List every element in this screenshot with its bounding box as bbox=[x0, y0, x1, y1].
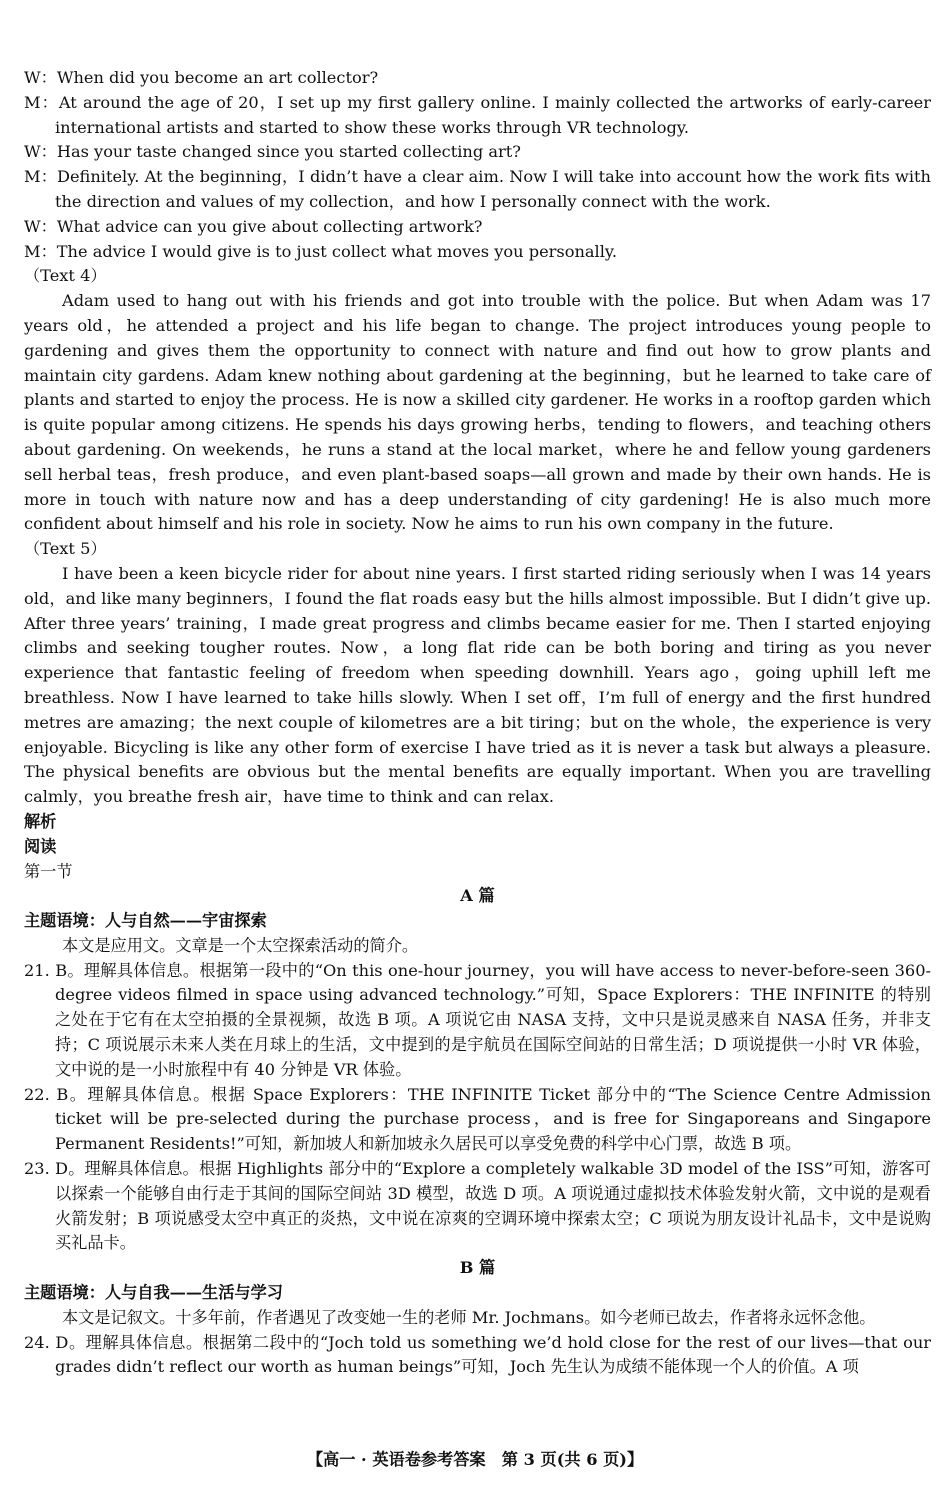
text-line: 21. B。理解具体信息。根据第一段中的“On this one-hour journey，you will have access to never-before-seen 360-degree videos filmed in space using advanced technology.”可知，Space Explorers：THE INFINITE 的特别之处在于它有在太空拍摄的全景视频，故选 B 项。A 项说它由 NASA 支持，文中只是说灵感来自 NASA 任务，并非支持；C 项说展示未来人类在月球上的生活，文中提到的是宇航员在国际空间站的日常生活；D 项说提供一小时 VR 体验，文中说的是一小时旅程中有 40 分钟是 VR 体验。 bbox=[24, 960, 931, 1079]
text-line: 23. D。理解具体信息。根据 Highlights 部分中的“Explore a completely walkable 3D model of the ISS”可知，游客可以探索一个能够自由行走于其间的国际空间站 3D 模型，故选 D 项。A 项说通过虚拟技术体验发射火箭，文中说的是观看火箭发射；B 项说感受太空中真正的炎热，文中说在凉爽的空调环境中探索太空；C 项说为朋友设计礼品卡，文中是说购买礼品卡。 bbox=[24, 1159, 931, 1253]
text-line: M：Definitely. At the beginning，I didn’t have a clear aim. Now I will take into account how the work fits with the direction and values of my collection，and how I personally connect with the work. bbox=[24, 167, 931, 211]
text-line: W：Has your taste changed since you started collecting art? bbox=[24, 142, 521, 162]
text-line: 解析 bbox=[24, 811, 57, 831]
text-line: Adam used to hang out with his friends and got into trouble with the police. But when Adam was 17 years old，he attended a project and his life began to change. The project introduces young people to gardening and gives them the opportunity to connect with nature and find out how to grow plants and maintain city gardens. Adam knew nothing about gardening at the beginning，but he learned to take care of plants and started to enjoy the process. He is now a skilled city gardener. He works in a rooftop garden which is quite popular among citizens. He spends his days growing herbs，tending to flowers，and teaching others about gardening. On weekends，he runs a stand at the local market，where he and fellow young gardeners sell herbal teas，fresh produce，and even plant-based soaps—all grown and made by their own hands. He is more in touch with nature now and has a deep understanding of city gardening! He is also much more confident about himself and his role in society. Now he aims to run his own company in the future. bbox=[24, 291, 931, 534]
text-line: （Text 4） bbox=[24, 266, 107, 286]
text-line: 本文是应用文。文章是一个太空探索活动的简介。 bbox=[62, 935, 419, 955]
text-line: I have been a keen bicycle rider for about nine years. I first started riding seriously when I was 14 years old，and like many beginners，I found the flat roads easy but the hills almost impossible. But I didn’t give up. After three years’ training，I made great progress and climbs became easier for me. Then I started enjoying climbs and seeking tougher routes. Now，a long flat ride can be both boring and tiring as you never experience that fantastic feeling of freedom when speeding downhill. Years ago，going uphill left me breathless. Now I have learned to take hills slowly. When I set off，I’m full of energy and the first hundred metres are amazing；the next couple of kilometres are a bit tiring；but on the whole，the experience is very enjoyable. Bicycling is like any other form of exercise I have tried as it is never a task but always a pleasure. The physical benefits are obvious but the mental benefits are equally important. When you are travelling calmly，you breathe fresh air，have time to think and can relax. bbox=[24, 563, 931, 807]
text-line: （Text 5） bbox=[24, 539, 107, 559]
text-line: W：What advice can you give about collecting artwork? bbox=[24, 216, 483, 236]
text-line: M：The advice I would give is to just collect what moves you personally. bbox=[24, 241, 618, 261]
text-line: M：At around the age of 20，I set up my first gallery online. I mainly collected the artworks of early-career international artists and started to show these works through VR technology. bbox=[24, 92, 931, 137]
text-line: A 篇 bbox=[460, 886, 495, 906]
text-line: 本文是记叙文。十多年前，作者遇见了改变她一生的老师 Mr. Jochmans。如今老师已故去，作者将永远怀念他。 bbox=[62, 1307, 876, 1327]
document-body bbox=[24, 66, 931, 1380]
text-line: 24. D。理解具体信息。根据第二段中的“Joch told us something we’d hold close for the rest of our lives—that our grades didn’t reflect our worth as human beings”可知，Joch 先生认为成绩不能体现一个人的价值。A 项 bbox=[24, 1332, 931, 1377]
text-line: W：When did you become an art collector? bbox=[24, 68, 379, 87]
page-footer: 【高一 · 英语卷参考答案 第 3 页(共 6 页)】 bbox=[306, 1450, 644, 1469]
text-line: 阅读 bbox=[24, 836, 57, 856]
text-line: 22. B。理解具体信息。根据 Space Explorers：THE INFINITE Ticket 部分中的“The Science Centre Admission ticket will be pre-selected during the purchase process，and is free for Singaporeans and Singapore Permanent Residents!”可知，新加坡人和新加坡永久居民可以享受免费的科学中心门票，故选 B 项。 bbox=[24, 1084, 931, 1154]
text-line: 第一节 bbox=[24, 861, 73, 881]
text-line: 主题语境：人与自然——宇宙探索 bbox=[24, 911, 267, 931]
text-line: B 篇 bbox=[459, 1258, 496, 1278]
text-line: 主题语境：人与自我——生活与学习 bbox=[24, 1283, 283, 1303]
